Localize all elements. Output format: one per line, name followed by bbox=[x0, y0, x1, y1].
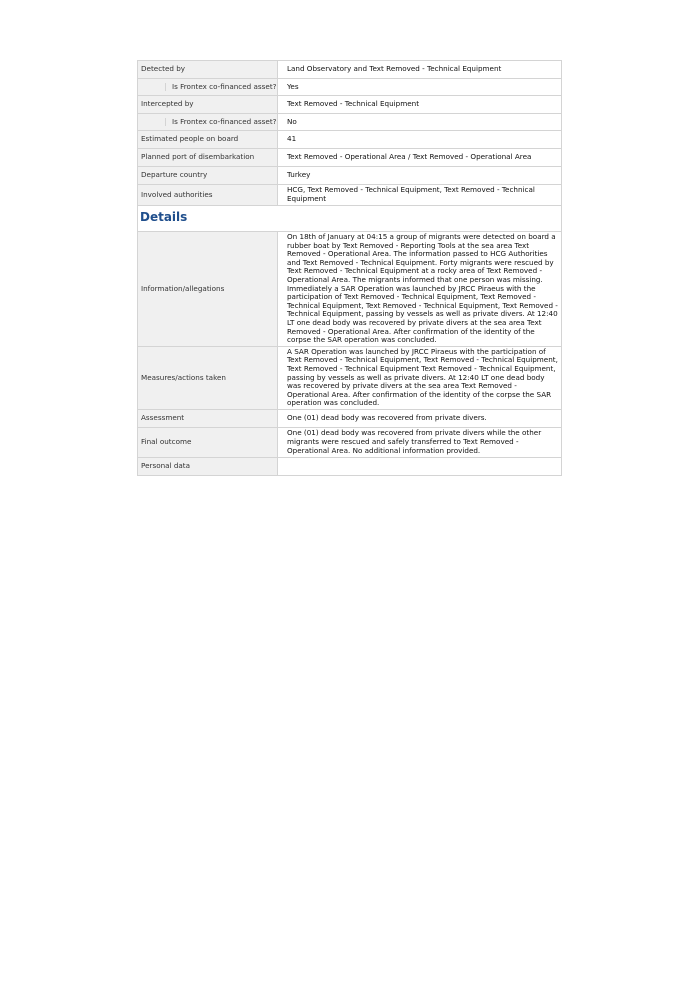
estimated-people-label: Estimated people on board bbox=[138, 131, 278, 149]
intercepted-by-label: Intercepted by bbox=[138, 96, 278, 114]
detected-frontex-asset-value: Yes bbox=[278, 79, 562, 96]
row-measures-actions bbox=[138, 346, 562, 409]
row-estimated-people bbox=[138, 131, 562, 149]
final-outcome-value: One (01) dead body was recovered from private divers while the other migrants were rescued and safely transferred to Text Removed - Operational Area. No additional information provided. bbox=[278, 427, 562, 457]
row-involved-authorities bbox=[138, 185, 562, 206]
row-planned-port bbox=[138, 149, 562, 167]
row-personal-data bbox=[138, 457, 562, 475]
personal-data-value bbox=[278, 457, 562, 475]
intercepted-frontex-asset-value: No bbox=[278, 114, 562, 131]
row-departure-country bbox=[138, 167, 562, 185]
departure-country-label: Departure country bbox=[138, 167, 278, 185]
information-allegations-label: Information/allegations bbox=[138, 232, 278, 347]
detected-frontex-asset-label: Is Frontex co-financed asset? bbox=[172, 81, 277, 91]
row-information-allegations bbox=[138, 232, 562, 347]
planned-port-label: Planned port of disembarkation bbox=[138, 149, 278, 167]
final-outcome-label: Final outcome bbox=[138, 427, 278, 457]
row-detected-frontex-asset bbox=[138, 79, 562, 96]
measures-actions-value: A SAR Operation was launched by JRCC Piraeus with the participation of Text Removed - Technical Equipment, Text Removed - Technical Equipment, Text Removed - Technical Equipment Text Removed - Technical Equipment, passing by vessels as well as private divers. At 12:40 LT one dead body was recovered by private divers at the sea area Text Removed - Operational Area. After confirmation of the identity of the corpse the SAR operation was concluded. bbox=[278, 346, 562, 409]
row-detected-by bbox=[138, 61, 562, 79]
detected-by-label: Detected by bbox=[138, 61, 278, 79]
row-intercepted-frontex-asset bbox=[138, 114, 562, 131]
estimated-people-value: 41 bbox=[278, 131, 562, 149]
measures-actions-label: Measures/actions taken bbox=[138, 346, 278, 409]
incident-report-table bbox=[137, 60, 562, 476]
intercepted-frontex-asset-label: Is Frontex co-financed asset? bbox=[172, 116, 277, 126]
row-details-heading bbox=[138, 206, 562, 232]
intercepted-by-value: Text Removed - Technical Equipment bbox=[278, 96, 562, 114]
row-intercepted-by bbox=[138, 96, 562, 114]
information-allegations-value: On 18th of January at 04:15 a group of migrants were detected on board a rubber boat by Text Removed - Reporting Tools at the sea area Text Removed - Operational Area. The information passed to HCG Authorities and Text Removed - Technical Equipment. Forty migrants were rescued by Text Removed - Technical Equipment at a rocky area of Text Removed - Operational Area. The migrants informed that one person was missing. Immediately a SAR Operation was launched by JRCC Piraeus with the participation of Text Removed - Technical Equipment, Text Removed - Technical Equipment, Text Removed - Technical Equipment, Text Removed - Technical Equipment, passing by vessels as well as private divers. At 12:40 LT one dead body was recovered by private divers at the sea area Text Removed - Operational Area. After confirmation of the identity of the corpse the SAR operation was concluded. bbox=[278, 232, 562, 347]
details-heading: Details bbox=[140, 210, 188, 225]
assessment-label: Assessment bbox=[138, 409, 278, 427]
involved-authorities-label: Involved authorities bbox=[138, 185, 278, 206]
planned-port-value: Text Removed - Operational Area / Text Removed - Operational Area bbox=[278, 149, 562, 167]
row-assessment bbox=[138, 409, 562, 427]
departure-country-value: Turkey bbox=[278, 167, 562, 185]
involved-authorities-value: HCG, Text Removed - Technical Equipment, Text Removed - Technical Equipment bbox=[278, 185, 562, 206]
assessment-value: One (01) dead body was recovered from private divers. bbox=[278, 409, 562, 427]
detected-by-value: Land Observatory and Text Removed - Technical Equipment bbox=[278, 61, 562, 79]
personal-data-label: Personal data bbox=[138, 457, 278, 475]
row-final-outcome bbox=[138, 427, 562, 457]
